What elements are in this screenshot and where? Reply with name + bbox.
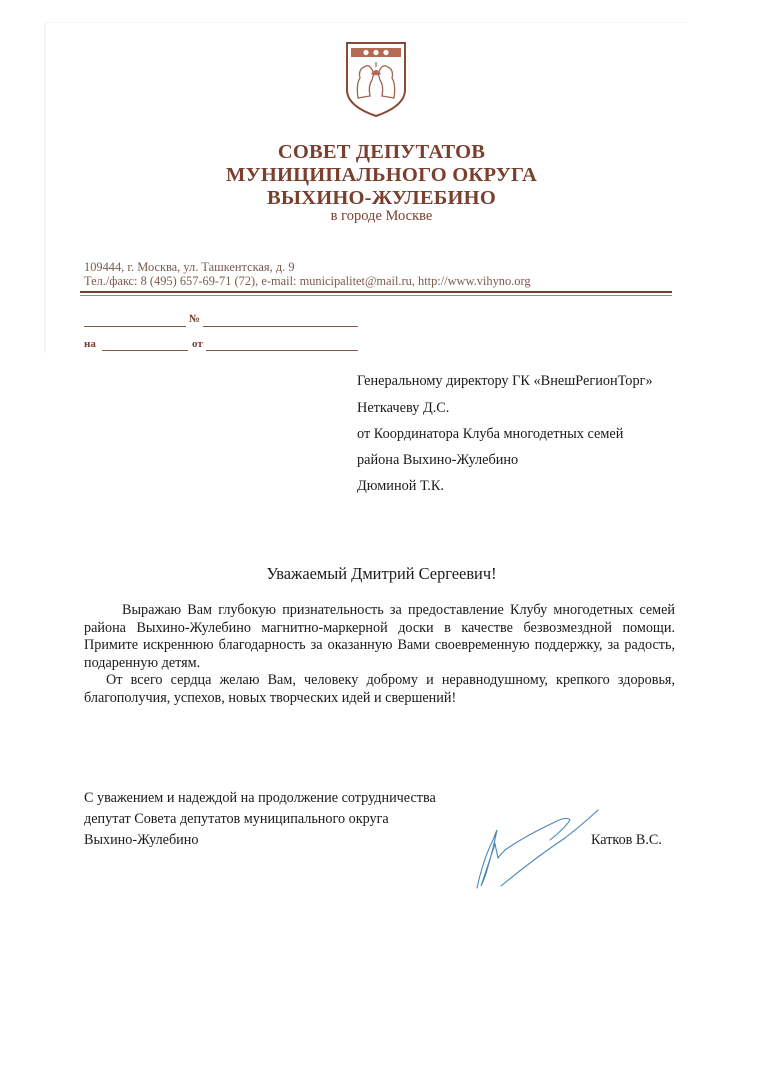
addressee-line: от Координатора Клуба многодетных семей — [357, 426, 624, 442]
body-paragraph-text: От всего сердца желаю Вам, человеку доброму и неравнодушному, крепкого здоровья, благополучия, успехов, новых творческих идей и свершений! — [84, 672, 675, 706]
closing-line-3: Выхино-Жулебино — [84, 832, 199, 848]
handwritten-signature — [465, 800, 610, 895]
closing-line-1: С уважением и надеждой на продолжение сотрудничества — [84, 790, 436, 806]
organization-name-line-3: ВЫХИНО-ЖУЛЕБИНО — [267, 187, 496, 209]
body-paragraph-2 — [84, 672, 675, 707]
closing-line-2: депутат Совета депутатов муниципального округа — [84, 811, 389, 827]
outgoing-number-line — [203, 326, 358, 327]
reply-date-line — [206, 350, 358, 351]
reply-number-line — [102, 350, 188, 351]
addressee-line: Дюминой Т.К. — [357, 478, 444, 494]
salutation: Уважаемый Дмитрий Сергеевич! — [266, 564, 497, 583]
outgoing-date-line — [84, 326, 186, 327]
addressee-line: района Выхино-Жулебино — [357, 452, 519, 468]
body-paragraph-text: Выражаю Вам глубокую признательность за предоставление Клубу многодетных семей района Выхино-Жулебино магнитно-маркерной доски в качестве безвозмездной помощи. Примите искреннюю благодарность за оказанную Вами своевременную поддержку, за радость, подаренную детям. — [84, 602, 675, 671]
letterhead-divider-thin — [80, 295, 672, 296]
letterhead-divider — [80, 291, 672, 293]
reply-to-label: на — [84, 338, 96, 350]
organization-address: 109444, г. Москва, ул. Ташкентская, д. 9 — [84, 260, 295, 274]
moscow-coat-of-arms-icon — [344, 40, 408, 118]
addressee-line: Генеральному директору ГК «ВнешРегионТорг» — [357, 373, 653, 389]
organization-name-line-2: МУНИЦИПАЛЬНОГО ОКРУГА — [226, 164, 537, 186]
organization-city: в городе Москве — [330, 208, 433, 224]
addressee-line: Неткачеву Д.С. — [357, 400, 450, 416]
body-paragraph-1 — [84, 602, 675, 672]
number-label: № — [189, 313, 201, 325]
organization-name-line-1: СОВЕТ ДЕПУТАТОВ — [277, 141, 486, 163]
signer-name: Катков В.С. — [591, 832, 662, 848]
from-date-label: от — [192, 338, 203, 350]
organization-contacts: Тел./факс: 8 (495) 657-69-71 (72), e-mail: municipalitet@mail.ru, http://www.vihyno.org — [84, 274, 531, 288]
